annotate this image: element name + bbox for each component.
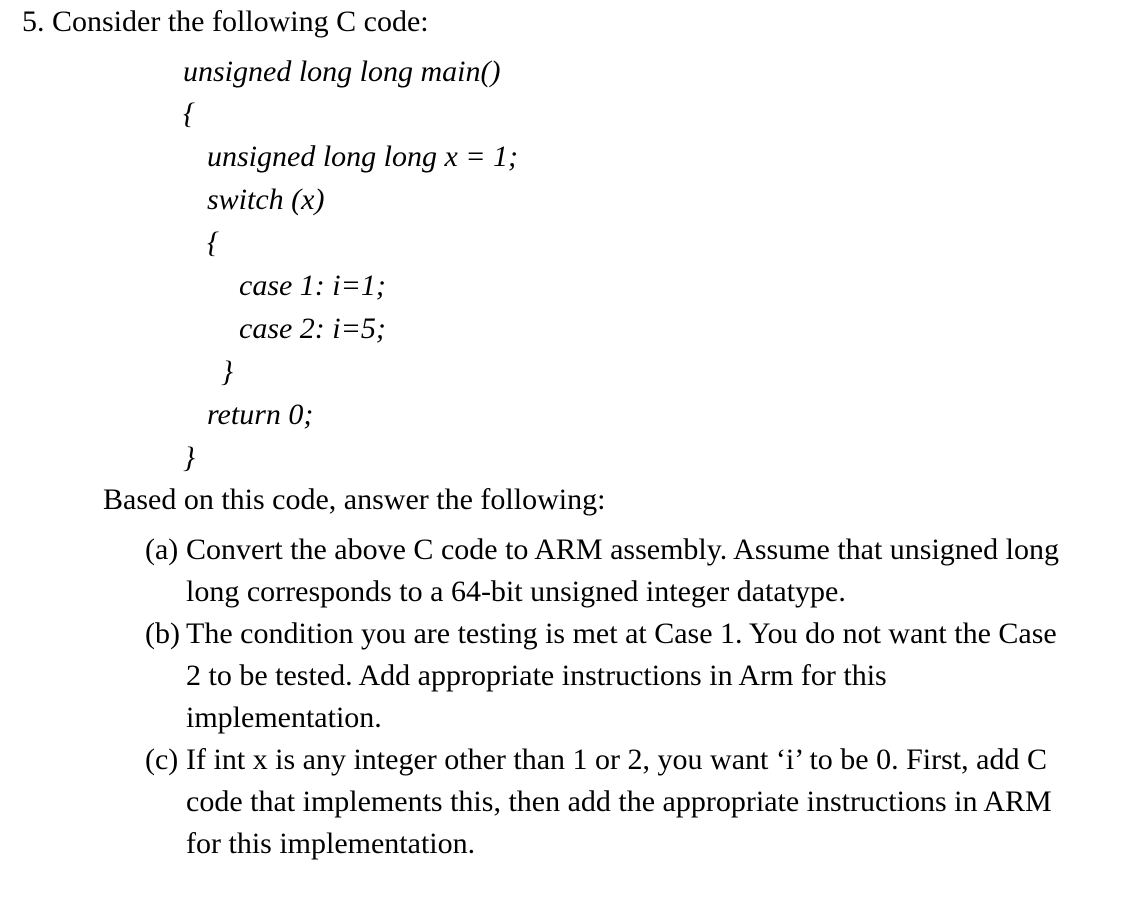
code-line-declaration: unsigned long long x = 1;	[207, 140, 519, 173]
part-c-text: If int x is any integer other than 1 or 2, you want ‘i’ to be 0. First, add C code that implements this, then add the appropriate instructions in ARM for this implementation.	[186, 743, 1052, 860]
code-line-switch: switch (x)	[207, 183, 325, 216]
code-line-return: return 0;	[207, 398, 314, 431]
part-c-marker: (c)	[145, 743, 179, 776]
part-a-marker: (a)	[145, 533, 179, 566]
code-line-switch-close-brace: }	[221, 355, 233, 388]
code-line-switch-open-brace: {	[207, 226, 219, 259]
code-line-case-1: case 1: i=1;	[239, 269, 386, 302]
code-line-close-brace: }	[183, 441, 195, 474]
part-a-text: Convert the above C code to ARM assembly. Assume that unsigned long long corresponds to a 64-bit unsigned integer datatype.	[186, 533, 1059, 608]
part-b-text: The condition you are testing is met at Case 1. You do not want the Case 2 to be tested. Add appropriate instructions in Arm for this implementation.	[186, 617, 1057, 734]
part-b-marker: (b)	[145, 617, 180, 650]
code-line-function-signature: unsigned long long main()	[183, 55, 501, 88]
part-c	[145, 739, 1075, 865]
part-a	[145, 529, 1075, 613]
code-line-case-2: case 2: i=5;	[239, 312, 386, 345]
question-header: 5. Consider the following C code:	[22, 5, 429, 38]
part-b	[145, 613, 1075, 739]
code-line-open-brace: {	[183, 97, 195, 130]
intro-text: Based on this code, answer the following:	[103, 483, 606, 516]
